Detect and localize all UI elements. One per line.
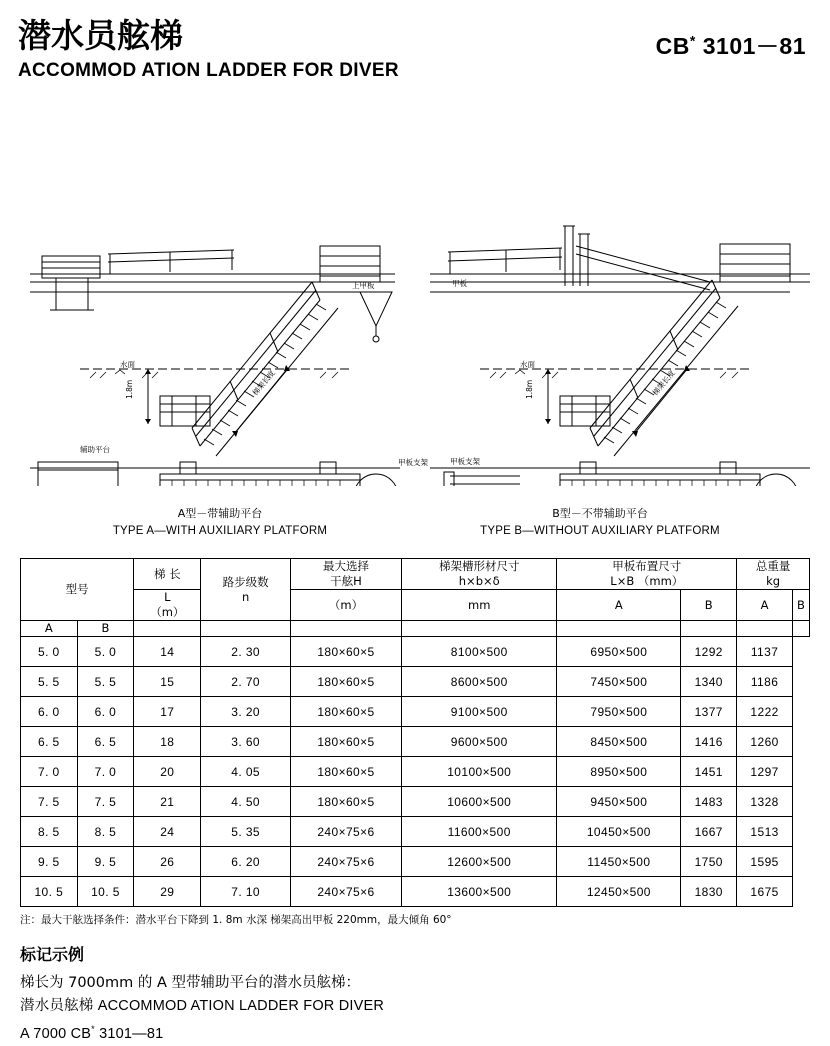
marking-line-3	[20, 1018, 810, 1046]
header-length-unit: （m）	[150, 605, 185, 619]
label-deck-b: 甲板	[452, 279, 467, 288]
header-spacer-5	[557, 621, 681, 637]
marking-line-1: 梯长为 7000mm 的 A 型带辅助平台的潜水员舷梯：	[20, 975, 361, 991]
table-cell: 14	[134, 637, 201, 667]
header-deck-a: A	[557, 590, 681, 621]
table-cell: 6. 20	[201, 847, 291, 877]
header-freeboard-unit: （m）	[290, 590, 401, 621]
table-cell: 5. 0	[21, 637, 78, 667]
table-cell: 8450×500	[557, 727, 681, 757]
table-row	[21, 727, 810, 757]
table-cell: 180×60×5	[290, 787, 401, 817]
table-cell: 8100×500	[402, 637, 557, 667]
table-cell: 24	[134, 817, 201, 847]
marking-heading: 标记示例	[20, 945, 85, 964]
table-cell: 7. 10	[201, 877, 291, 907]
header-channel-line1: 梯架槽形材尺寸	[438, 559, 520, 573]
table-cell: 5. 0	[77, 637, 134, 667]
table-cell: 8. 5	[77, 817, 134, 847]
header-channel-sym: h×b×δ	[458, 574, 500, 588]
table-cell: 9100×500	[402, 697, 557, 727]
header-spacer-2	[201, 621, 291, 637]
table-cell: 1595	[737, 847, 793, 877]
figure-caption-a	[50, 506, 390, 540]
table-row	[21, 847, 810, 877]
table-cell: 3. 20	[201, 697, 291, 727]
figure-a-elevation	[30, 246, 395, 456]
table-cell: 10100×500	[402, 757, 557, 787]
header-deck-sym: L×B （mm）	[610, 574, 684, 588]
table-cell: 240×75×6	[290, 817, 401, 847]
document-header	[0, 0, 830, 80]
table-cell: 6. 5	[21, 727, 78, 757]
header-spacer-7	[737, 621, 793, 637]
label-waterline-a: 水面	[120, 360, 135, 369]
table-cell: 9. 5	[21, 847, 78, 877]
header-length-sym-text: L	[164, 590, 171, 604]
figure-b-stowed	[430, 462, 810, 486]
table-cell: 7. 5	[21, 787, 78, 817]
figure-caption-a-en: TYPE A—WITH AUXILIARY PLATFORM	[112, 525, 328, 537]
header-spacer-1	[134, 621, 201, 637]
label-depth-a: 1.8m	[125, 379, 134, 399]
table-cell: 180×60×5	[290, 757, 401, 787]
table-cell: 1675	[737, 877, 793, 907]
table-cell: 11450×500	[557, 847, 681, 877]
table-cell: 1830	[681, 877, 737, 907]
table-cell: 10450×500	[557, 817, 681, 847]
header-deck-line1: 甲板布置尺寸	[612, 559, 682, 573]
table-cell: 4. 05	[201, 757, 291, 787]
spec-table-wrapper	[20, 558, 810, 928]
table-cell: 10. 5	[21, 877, 78, 907]
table-cell: 20	[134, 757, 201, 787]
table-cell: 12600×500	[402, 847, 557, 877]
figure-b-elevation	[430, 226, 810, 456]
page-title-cn-text: 潜水员舷梯	[18, 16, 183, 55]
marking-example	[20, 944, 810, 1046]
figure-captions	[20, 506, 810, 552]
marking-line-3-sup: *	[91, 1024, 95, 1034]
table-cell: 6. 0	[77, 697, 134, 727]
table-cell: 1340	[681, 667, 737, 697]
table-cell: 1222	[737, 697, 793, 727]
spec-header-row-2	[21, 590, 810, 621]
figure-a-stowed	[30, 462, 400, 486]
header-channel-unit: mm	[402, 590, 557, 621]
table-row	[21, 697, 810, 727]
header-spacer-3	[290, 621, 401, 637]
table-cell: 180×60×5	[290, 667, 401, 697]
page-title-en: ACCOMMOD ATION LADDER FOR DIVER	[18, 60, 399, 81]
header-spacer-8	[793, 621, 810, 637]
table-cell: 180×60×5	[290, 637, 401, 667]
table-row	[21, 877, 810, 907]
table-cell: 9450×500	[557, 787, 681, 817]
label-deck-a: 上甲板	[352, 281, 375, 290]
standard-code-asterisk: *	[689, 32, 696, 49]
table-cell: 13600×500	[402, 877, 557, 907]
table-cell: 8950×500	[557, 757, 681, 787]
table-cell: 1297	[737, 757, 793, 787]
label-stow-a: 甲板支架	[398, 458, 428, 467]
table-cell: 5. 35	[201, 817, 291, 847]
figure-labels	[80, 278, 677, 467]
table-cell: 1750	[681, 847, 737, 877]
table-row	[21, 817, 810, 847]
table-cell: 4. 50	[201, 787, 291, 817]
header-spacer-4	[402, 621, 557, 637]
table-cell: 6. 0	[21, 697, 78, 727]
header-freeboard-line2: 干舷H	[330, 574, 362, 588]
table-cell: 9. 5	[77, 847, 134, 877]
table-cell: 2. 70	[201, 667, 291, 697]
table-cell: 1328	[737, 787, 793, 817]
table-cell: 1451	[681, 757, 737, 787]
header-channel-cn	[402, 559, 557, 590]
table-cell: 21	[134, 787, 201, 817]
standard-code	[656, 28, 806, 61]
table-cell: 3. 60	[201, 727, 291, 757]
header-steps-cn-text: 路步级数	[222, 574, 269, 589]
table-cell: 1667	[681, 817, 737, 847]
header-weight-b: B	[793, 590, 810, 621]
table-cell: 26	[134, 847, 201, 877]
header-model-a: A	[21, 621, 78, 637]
table-cell: 18	[134, 727, 201, 757]
header-deck-b: B	[681, 590, 737, 621]
figure-caption-b-cn: B型－不带辅助平台	[552, 507, 648, 520]
table-cell: 7950×500	[557, 697, 681, 727]
header-deck-cn	[557, 559, 737, 590]
table-cell: 8600×500	[402, 667, 557, 697]
label-ladder-length-b: 梯架长度	[650, 368, 677, 398]
table-cell: 5. 5	[77, 667, 134, 697]
table-cell: 1292	[681, 637, 737, 667]
figure-caption-b	[420, 506, 780, 540]
figure-caption-a-cn: A型－带辅助平台	[177, 507, 263, 520]
label-waterline-b: 水面	[520, 360, 535, 369]
header-weight-a: A	[737, 590, 793, 621]
table-row	[21, 787, 810, 817]
table-cell: 1137	[737, 637, 793, 667]
spec-table	[20, 558, 810, 907]
figure-area	[20, 86, 810, 506]
header-model: 型号	[21, 559, 134, 621]
header-length-sym	[134, 590, 201, 621]
table-cell: 180×60×5	[290, 727, 401, 757]
table-cell: 240×75×6	[290, 847, 401, 877]
table-cell: 1483	[681, 787, 737, 817]
header-spacer-6	[681, 621, 737, 637]
table-cell: 1377	[681, 697, 737, 727]
table-cell: 2. 30	[201, 637, 291, 667]
header-weight-cn	[737, 559, 810, 590]
ladder-diagrams	[20, 86, 810, 486]
table-cell: 1513	[737, 817, 793, 847]
spec-header-row-1	[21, 559, 810, 590]
table-cell: 1186	[737, 667, 793, 697]
table-cell: 9600×500	[402, 727, 557, 757]
header-model-b: B	[77, 621, 134, 637]
table-cell: 11600×500	[402, 817, 557, 847]
marking-line-2: 潜水员舷梯 ACCOMMOD ATION LADDER FOR DIVER	[20, 998, 385, 1014]
label-ladder-length-a: 梯架长度	[250, 368, 277, 398]
standard-code-prefix: CB	[655, 33, 690, 59]
table-cell: 8. 5	[21, 817, 78, 847]
figure-caption-b-en: TYPE B—WITHOUT AUXILIARY PLATFORM	[480, 525, 720, 537]
table-cell: 1260	[737, 727, 793, 757]
table-cell: 12450×500	[557, 877, 681, 907]
header-steps-sym: n	[242, 589, 250, 604]
table-cell: 10. 5	[77, 877, 134, 907]
label-depth-b: 1.8m	[525, 379, 534, 399]
table-cell: 7. 5	[77, 787, 134, 817]
header-steps-cn	[201, 559, 291, 621]
header-freeboard-cn	[290, 559, 401, 590]
table-cell: 17	[134, 697, 201, 727]
spec-table-body	[21, 637, 810, 907]
table-cell: 6. 5	[77, 727, 134, 757]
table-row	[21, 667, 810, 697]
table-cell: 7450×500	[557, 667, 681, 697]
header-freeboard-line1: 最大选择	[322, 559, 369, 573]
header-weight-line1: 总重量	[755, 559, 791, 573]
table-cell: 10600×500	[402, 787, 557, 817]
header-length-cn: 梯 长	[134, 559, 201, 590]
table-cell: 15	[134, 667, 201, 697]
table-row	[21, 757, 810, 787]
label-aux-platform: 辅助平台	[80, 445, 110, 454]
table-cell: 6950×500	[557, 637, 681, 667]
table-cell: 240×75×6	[290, 877, 401, 907]
header-weight-unit: kg	[766, 574, 781, 588]
table-cell: 29	[134, 877, 201, 907]
table-cell: 7. 0	[77, 757, 134, 787]
table-cell: 5. 5	[21, 667, 78, 697]
spec-header-row-3	[21, 621, 810, 637]
label-stow-b: 甲板支架	[450, 457, 480, 466]
table-cell: 7. 0	[21, 757, 78, 787]
table-cell: 1416	[681, 727, 737, 757]
standard-code-number: 3101－81	[702, 33, 806, 59]
spec-table-head	[21, 559, 810, 637]
table-row	[21, 637, 810, 667]
marking-line-3-pre: A 7000 CB	[20, 1025, 92, 1042]
table-note: 注：最大干舷选择条件：潜水平台下降到 1. 8m 水深 梯架高出甲板 220mm，最大倾角 60°	[20, 914, 452, 926]
table-cell: 180×60×5	[290, 697, 401, 727]
marking-line-3-post: 3101—81	[94, 1025, 164, 1042]
